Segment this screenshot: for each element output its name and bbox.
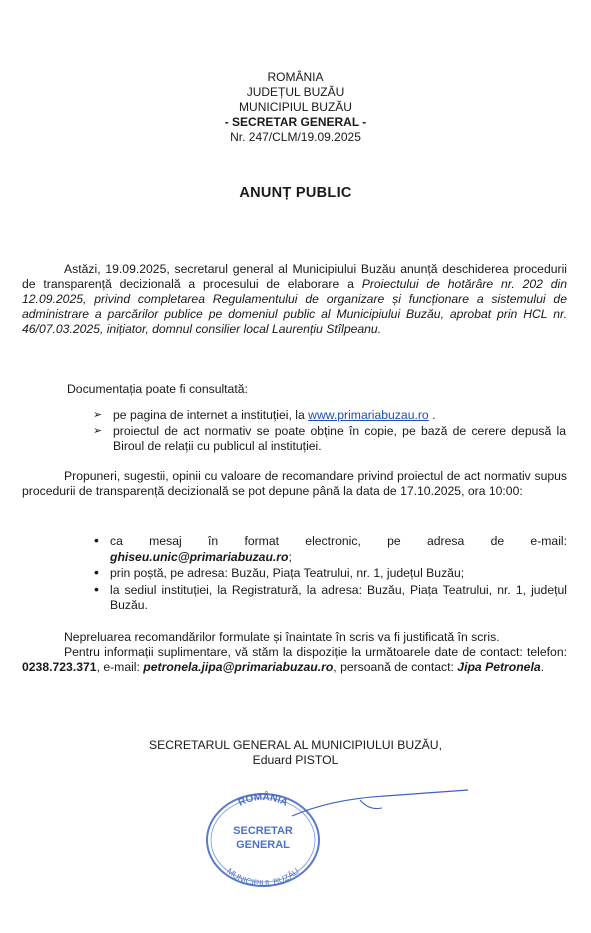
dot-bullet-icon: • — [94, 532, 99, 548]
signature-name: Eduard PISTOL — [252, 753, 339, 767]
dot-bullet-icon: • — [94, 564, 99, 580]
intro-text: Astăzi, 19.09.2025, secretarul general al Municipiului Buzău anunță deschiderea procedurii de transparență decizională a procesului de elaborare a — [22, 262, 567, 291]
signature-block — [0, 738, 591, 768]
contact-person: Jipa Petronela — [457, 660, 541, 674]
documentation-item-suffix: . — [428, 408, 436, 422]
header-county: JUDEȚUL BUZĂU — [246, 85, 345, 99]
header-municipality: MUNICIPIUL BUZĂU — [239, 100, 352, 114]
closing-line2: Pentru informații suplimentare, vă stăm la dispoziție la următoarele date de contact: telefon: — [64, 645, 567, 659]
closing-paragraph — [22, 630, 567, 675]
documentation-item-text: pe pagina de internet a instituției, la — [113, 408, 309, 422]
header-country: ROMÂNIA — [267, 70, 324, 84]
document-title: ANUNȚ PUBLIC — [239, 185, 352, 201]
document-header — [0, 70, 591, 145]
svg-text:ROMÂNIA: ROMÂNIA — [236, 791, 290, 809]
contact-phone: 0238.723.371 — [22, 660, 97, 674]
arrow-bullet-icon: ➢ — [93, 409, 103, 421]
closing-email-prefix: , e-mail: — [96, 660, 144, 674]
closing-line1: Nepreluarea recomandărilor formulate și înaintate în scris va fi justificată în scris. — [64, 630, 500, 644]
proposal-item-text: prin poștă, pe adresa: Buzău, Piața Teatrului, nr. 1, județul Buzău; — [110, 566, 465, 580]
closing-contact-prefix: , persoană de contact: — [333, 660, 458, 674]
dot-bullet-icon: • — [94, 581, 99, 597]
header-office: - SECRETAR GENERAL - — [224, 115, 367, 129]
arrow-bullet-icon: ➢ — [93, 425, 103, 437]
intro-project-italic: Proiectului de hotărâre nr. 202 din 12.09.2025, privind completarea Regulamentului de organizare și funcționare a sistemului de administrare a parcărilor publice pe domeniul public al Municipiului Buzău, aprobat prin HCL nr. 46/07.03.2025, inițiator, domnul consilier local Laurențiu Stîlpeanu. — [22, 277, 568, 336]
header-number: Nr. 247/CLM/19.09.2025 — [230, 130, 361, 144]
contact-email[interactable]: petronela.jipa@primariabuzau.ro — [143, 660, 334, 674]
signature-role: SECRETARUL GENERAL AL MUNICIPIULUI BUZĂU, — [148, 738, 442, 752]
proposal-item-text: ca mesaj în format electronic, pe adresa de e-mail: — [110, 534, 567, 548]
official-stamp-icon — [198, 790, 328, 890]
proposals-text: Propuneri, sugestii, opinii cu valoare de recomandare privind proiectul de act normativ supus procedurii de transparență decizională se pot depune până la data de 17.10.2025, ora 10:00: — [22, 469, 567, 498]
email-address-ghiseu[interactable]: ghiseu.unic@primariabuzau.ro — [110, 550, 289, 564]
proposal-item-suffix: ; — [288, 550, 292, 564]
proposals-paragraph — [22, 469, 567, 499]
documentation-item-text: proiectul de act normativ se poate obține în copie, pe bază de cerere depusă la Biroul de relații cu publicul al instituției. — [113, 424, 566, 453]
svg-text:GENERAL: GENERAL — [236, 839, 290, 851]
intro-paragraph — [22, 262, 567, 337]
documentation-heading: Documentația poate fi consultată: — [67, 382, 248, 396]
proposal-item-text: la sediul instituției, la Registratură, la adresa: Buzău, Piața Teatrului, nr. 1, județul Buzău. — [110, 583, 567, 612]
svg-text:MUNICIPIUL BUZĂU: MUNICIPIUL BUZĂU — [225, 865, 301, 889]
svg-text:SECRETAR: SECRETAR — [233, 825, 293, 837]
website-link[interactable]: www.primariabuzau.ro — [308, 408, 429, 422]
closing-end: . — [540, 660, 545, 674]
